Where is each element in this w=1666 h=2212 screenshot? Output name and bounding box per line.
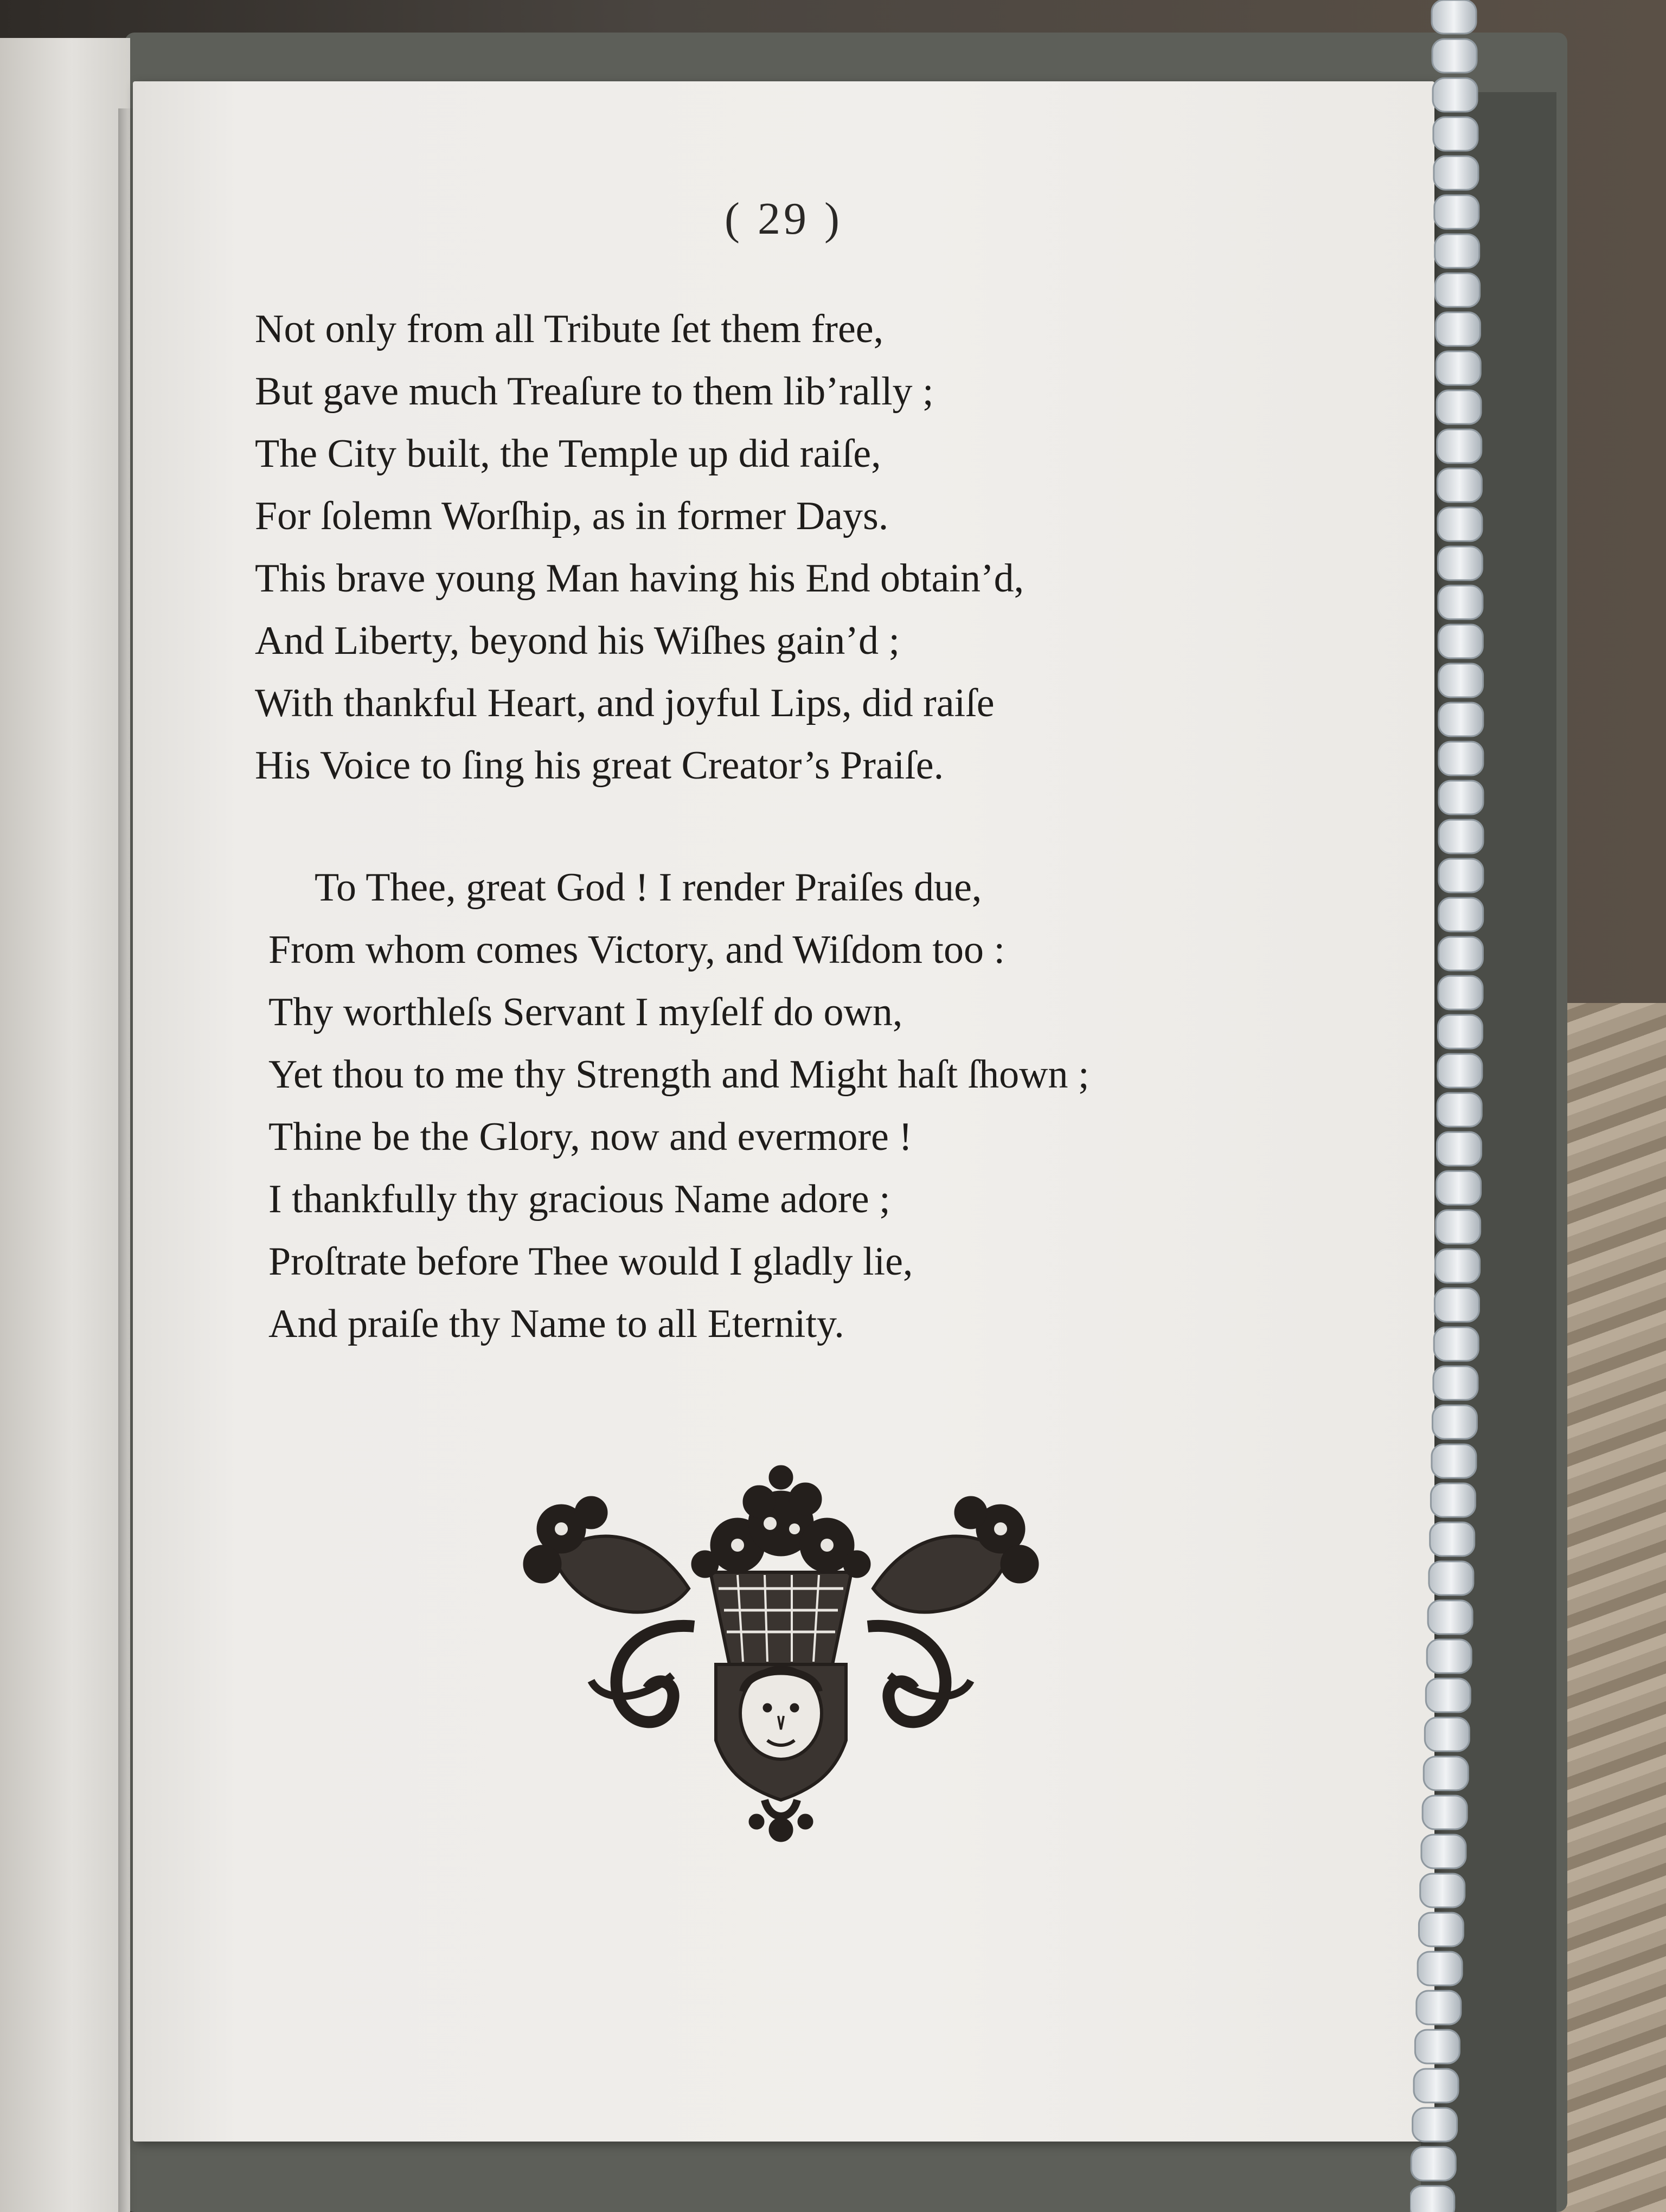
verse-line: Yet thou to me thy Strength and Might haſt ſhown ; <box>268 1052 1090 1097</box>
cord-segment <box>1414 2069 1458 2102</box>
cord-segment <box>1419 1913 1463 1946</box>
cord-segment <box>1437 429 1482 463</box>
stanza-1 <box>255 298 1024 797</box>
cord-segment <box>1434 1288 1479 1322</box>
cord-segment <box>1432 39 1477 73</box>
verse-line: This brave young Man having his End obtain’d, <box>255 556 1024 601</box>
cord-bookmark <box>1410 0 1497 2212</box>
verse-line: The City built, the Temple up did raiſe, <box>255 432 881 476</box>
cord-segment <box>1432 1444 1476 1478</box>
woodcut-ornament-icon <box>510 1448 1052 1854</box>
cord-segment <box>1437 1171 1481 1205</box>
cord-segment <box>1421 1835 1466 1868</box>
cord-segment <box>1437 468 1482 502</box>
cord-segment <box>1433 78 1477 112</box>
cord-segment <box>1418 1952 1462 1985</box>
cord-segment <box>1426 1679 1470 1712</box>
verse-line: And Liberty, beyond his Wiſhes gain’d ; <box>255 619 900 663</box>
cord-segment <box>1438 507 1482 541</box>
verse-line: I thankfully thy gracious Name adore ; <box>268 1177 890 1221</box>
page-number: ( 29 ) <box>725 194 843 244</box>
cord-segment <box>1435 234 1479 268</box>
cord-segment <box>1436 273 1480 307</box>
stanza-2 <box>268 857 1090 1355</box>
left-page <box>0 38 130 2212</box>
cord-segment <box>1434 1327 1478 1361</box>
cord-segment <box>1436 1249 1480 1283</box>
cord-segment <box>1434 195 1479 229</box>
cord-segment <box>1430 1522 1475 1556</box>
verse-line: His Voice to ſing his great Creator’s Praiſe. <box>255 743 944 788</box>
verse-line: For ſolemn Worſhip, as in former Days. <box>255 494 889 538</box>
verse-line: But gave much Treaſure to them lib’rally ; <box>255 369 934 414</box>
cord-segment <box>1427 1639 1471 1673</box>
cord-segment <box>1434 156 1478 190</box>
cord-segment <box>1420 1874 1465 1907</box>
cord-segment <box>1415 2030 1459 2063</box>
cord-segment <box>1425 1718 1469 1751</box>
cord-segment <box>1439 898 1483 931</box>
cord-segment <box>1438 625 1483 658</box>
cord-segment <box>1439 820 1483 853</box>
cord-segment <box>1432 1405 1477 1439</box>
cord-segment <box>1438 1015 1483 1049</box>
verse-line: Proſtrate before Thee would I gladly lie, <box>268 1239 913 1284</box>
cord-segment <box>1433 117 1478 151</box>
cord-segment <box>1411 2147 1456 2181</box>
cord-segment <box>1436 312 1480 346</box>
verse-line: From whom comes Victory, and Wiſdom too : <box>268 928 1005 972</box>
cord-segment <box>1429 1561 1473 1595</box>
right-page <box>133 81 1434 2142</box>
cord-segment <box>1410 2186 1454 2212</box>
cord-segment <box>1431 1483 1475 1517</box>
cord-segment <box>1424 1757 1468 1790</box>
cord-segment <box>1432 0 1476 34</box>
cord-segment <box>1436 351 1481 385</box>
verse-line: And praiſe thy Name to all Eternity. <box>268 1302 844 1346</box>
cord-segment <box>1433 1366 1478 1400</box>
cord-segment <box>1438 1054 1482 1088</box>
verse-line: With thankful Heart, and joyful Lips, did raiſe <box>255 681 995 725</box>
cord-segment <box>1413 2108 1457 2142</box>
verse-line: Thine be the Glory, now and evermore ! <box>268 1115 912 1159</box>
cord-segment <box>1438 586 1483 619</box>
cord-segment <box>1439 703 1483 736</box>
cord-segment <box>1428 1600 1472 1634</box>
verse-line: Not only from all Tribute ſet them free, <box>255 307 884 351</box>
cord-segment <box>1439 781 1483 814</box>
cord-segment <box>1439 742 1483 775</box>
cord-segment <box>1437 1093 1482 1127</box>
cord-segment <box>1417 1991 1461 2024</box>
cord-segment <box>1436 1210 1481 1244</box>
cord-segment <box>1439 664 1483 697</box>
verse-line: Thy worthleſs Servant I myſelf do own, <box>268 990 903 1034</box>
cord-segment <box>1422 1796 1467 1829</box>
verse-line: To Thee, great God ! I render Praiſes due, <box>315 865 982 910</box>
cord-segment <box>1437 1132 1482 1166</box>
cord-segment <box>1439 859 1483 892</box>
cord-segment <box>1438 976 1483 1009</box>
cord-segment <box>1437 390 1481 424</box>
cord-segment <box>1438 546 1482 580</box>
cord-segment <box>1438 937 1483 970</box>
